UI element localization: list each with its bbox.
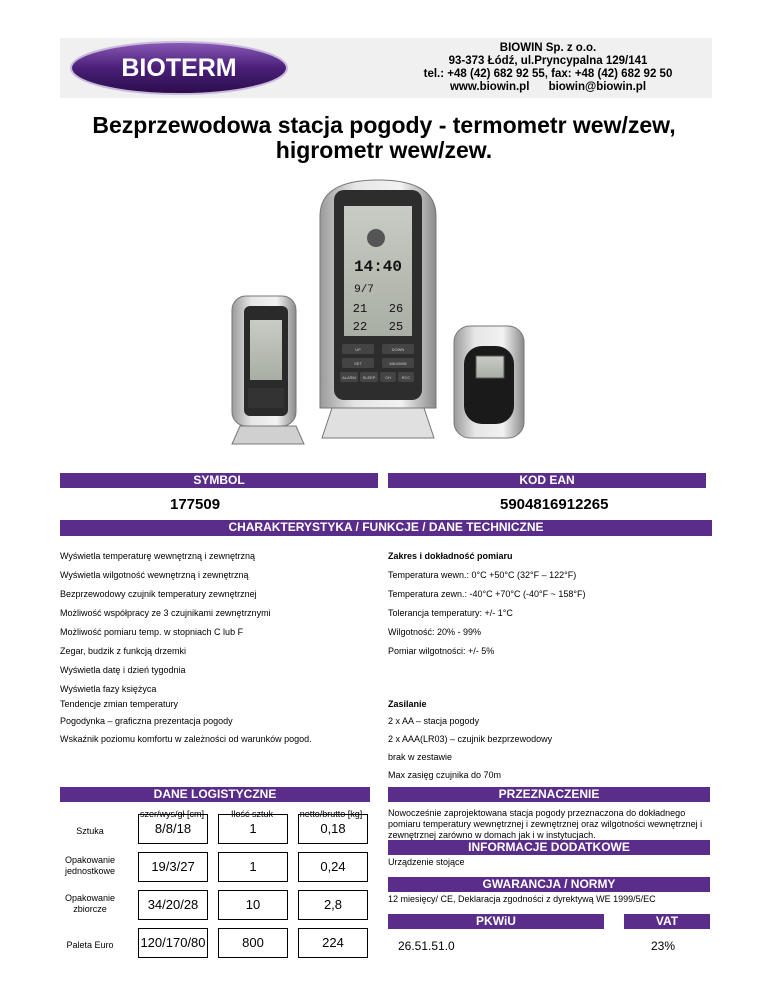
feature-item: Zegar, budzik z funkcją drzemki	[60, 646, 187, 656]
svg-text:UP: UP	[355, 347, 361, 352]
small-station	[232, 296, 304, 444]
vat-header: VAT	[624, 914, 710, 929]
power-item: Max zasięg czujnika do 70m	[388, 770, 502, 780]
company-info	[398, 42, 698, 94]
symbol-value: 177509	[170, 496, 221, 513]
logistics-cell: 1	[218, 852, 288, 882]
svg-text:ALARM: ALARM	[342, 375, 356, 380]
svg-text:CH: CH	[385, 375, 391, 380]
symbol-header: SYMBOL	[60, 473, 378, 488]
logistics-cell: 0,18	[298, 814, 368, 844]
ean-header: KOD EAN	[388, 473, 706, 488]
svg-text:DOWN: DOWN	[391, 347, 405, 352]
logistics-cell: 19/3/27	[138, 852, 208, 882]
range-item: Temperatura zewn.: -40°C +70°C (-40°F ~ 158°F)	[388, 589, 586, 599]
lcd-in-temp: 21	[352, 302, 368, 316]
range-item: Temperatura wewn.: 0°C +50°C (32°F – 122°F)	[388, 570, 577, 580]
feature-item: Możliwość współpracy ze 3 czujnikami zewnętrznymi	[60, 608, 271, 618]
title-line-1: Bezprzewodowa stacja pogody - termometr wew/zew,	[92, 112, 676, 138]
ean-value: 5904816912265	[500, 496, 609, 513]
lcd-out-hum: 25	[388, 320, 404, 334]
company-address: 93-373 Łódź, ul.Pryncypalna 129/141	[448, 55, 648, 67]
svg-text:SLEEP: SLEEP	[362, 375, 376, 380]
characteristics-header: CHARAKTERYSTYKA / FUNKCJE / DANE TECHNICZNE	[60, 520, 712, 536]
logistics-cell: 0,24	[298, 852, 368, 882]
main-station	[320, 180, 436, 438]
company-phone: tel.: +48 (42) 682 92 55, fax: +48 (42) 682 92 50	[423, 68, 673, 80]
logistics-cell: 2,8	[298, 890, 368, 920]
logistics-row-label: Opakowanie jednostkowe	[64, 855, 116, 876]
title-line-2: higrometr wew/zew.	[275, 137, 493, 163]
svg-text:MAX/MIN: MAX/MIN	[389, 361, 407, 366]
power-title: Zasilanie	[388, 699, 427, 709]
feature-item: Wyświetla fazy księżyca	[60, 684, 157, 694]
feature-item: Wyświetla temperaturę wewnętrzną i zewnętrzną	[60, 551, 255, 561]
range-title: Zakres i dokładność pomiaru	[388, 551, 513, 561]
power-item: 2 x AA – stacja pogody	[388, 716, 480, 726]
logistics-cell: 224	[298, 928, 368, 958]
logistics-header: DANE LOGISTYCZNE	[60, 787, 370, 802]
feature-item: Możliwość pomiaru temp. w stopniach C lub F	[60, 627, 244, 637]
logistics-col-weight: netto/brutto [kg]	[299, 809, 363, 819]
company-web: www.biowin.pl biowin@biowin.pl	[449, 81, 647, 93]
logistics-row-label: Paleta Euro	[66, 940, 114, 950]
vat-value: 23%	[651, 939, 676, 953]
feature-item: Wyświetla wilgotność wewnętrzną i zewnętrzną	[60, 570, 249, 580]
lcd-out-temp: 26	[388, 302, 404, 316]
feature-item: Bezprzewodowy czujnik temperatury zewnętrznej	[60, 589, 257, 599]
warranty-text: 12 miesięcy/ CE, Deklaracja zgodności z dyrektywą WE 1999/5/EC	[388, 894, 656, 904]
lcd-time: 14:40	[353, 258, 403, 276]
lcd-date: 9/7	[354, 284, 374, 296]
outdoor-sensor	[454, 326, 524, 438]
logistics-cell: 1	[218, 814, 288, 844]
logistics-row-label: Opakowanie zbiorcze	[64, 893, 116, 914]
logistics-cell: 8/8/18	[138, 814, 208, 844]
logistics-cell: 800	[218, 928, 288, 958]
range-item: Wilgotność: 20% - 99%	[388, 627, 482, 637]
logistics-col-dims: szer/wys/gł [cm]	[139, 809, 204, 819]
power-item: 2 x AAA(LR03) – czujnik bezprzewodowy	[388, 734, 553, 744]
feature-item: Wyświetla datę i dzień tygodnia	[60, 665, 186, 675]
logistics-row-label: Sztuka	[76, 826, 104, 836]
bioterm-logo	[68, 38, 290, 98]
feature-item: Pogodynka – graficzna prezentacja pogody	[60, 716, 233, 726]
logistics-cell: 34/20/28	[138, 890, 208, 920]
purpose-text: Nowocześnie zaprojektowana stacja pogody przeznaczona do dokładnego pomiaru temperatury wewnętrznej i zewnętrznej oraz wilgotności wewnętrznej i zewnętrznej zarówno w domach jak i w instytucjach.	[388, 808, 703, 840]
purpose-header: PRZEZNACZENIE	[388, 787, 710, 802]
additional-text: Urządzenie stojące	[388, 857, 465, 867]
company-name: BIOWIN Sp. z o.o.	[499, 42, 597, 54]
page-title	[40, 113, 728, 163]
pkwiu-value: 26.51.51.0	[398, 939, 455, 953]
feature-item: Tendencje zmian temperatury	[60, 699, 179, 709]
feature-item: Wskaźnik poziomu komfortu w zależności od warunków pogod.	[60, 734, 312, 744]
logistics-col-qty: Ilość sztuk	[230, 809, 273, 819]
range-item: Pomiar wilgotności: +/- 5%	[388, 646, 495, 656]
product-image	[228, 176, 528, 448]
logistics-cell: 120/170/80	[138, 928, 208, 958]
logistics-cell: 10	[218, 890, 288, 920]
additional-header: INFORMACJE DODATKOWE	[388, 840, 710, 855]
svg-text:SET: SET	[354, 361, 362, 366]
logo-text: BIOTERM	[121, 54, 237, 82]
power-item: brak w zestawie	[388, 752, 453, 762]
range-item: Tolerancja temperatury: +/- 1°C	[388, 608, 513, 618]
lcd-in-hum: 22	[352, 320, 368, 334]
svg-text:RCC: RCC	[401, 375, 411, 380]
pkwiu-header: PKWiU	[388, 914, 604, 929]
warranty-header: GWARANCJA / NORMY	[388, 877, 710, 892]
